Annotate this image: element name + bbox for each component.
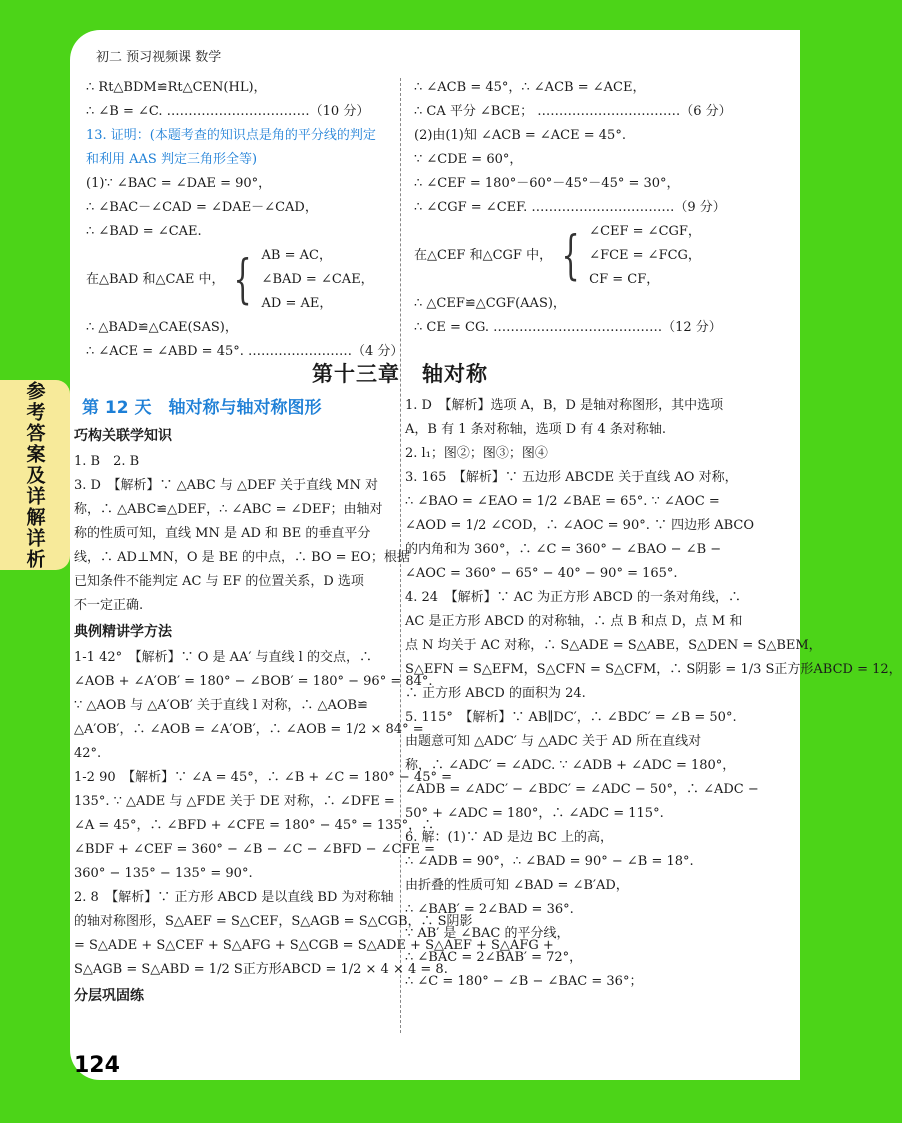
text-line: ∴ ∠C = 180° − ∠B − ∠BAC = 36°； <box>405 974 643 989</box>
text-line: 不一定正确. <box>74 598 144 613</box>
text-line: 线，∴ AD⊥MN，O 是 BE 的中点，∴ BO = EO；根据 <box>74 550 410 565</box>
text-line: ∠AOB + ∠A′OB′ = 180° − ∠BOB′ = 180° − 96° = 84°. <box>74 674 433 689</box>
text-line: 的内角和为 360°，∴ ∠C = 360° − ∠BAO − ∠B − <box>405 542 722 557</box>
side-tab-label: 参考答案及详解详析 <box>23 380 46 570</box>
text-line: 1-1 42° 【解析】∵ O 是 AA′ 与直线 l 的交点，∴ <box>74 650 372 665</box>
condition: AB = AC， <box>261 248 332 263</box>
text-line: ∴ △CEF≌△CGF(AAS)， <box>414 296 566 311</box>
side-tab <box>0 380 70 570</box>
text-line: 6. 解：(1)∵ AD 是边 BC 上的高， <box>405 830 614 845</box>
text-line: 3. D 【解析】∵ △ABC 与 △DEF 关于直线 MN 对 <box>74 478 378 493</box>
text-line: ∴ ∠B = ∠C. ……………………………（10 分） <box>86 104 370 119</box>
text-line: 360° − 135° − 135° = 90°. <box>74 866 253 881</box>
day-title: 第 12 天 轴对称与轴对称图形 <box>82 398 322 418</box>
text-line: 2. 8 【解析】∵ 正方形 ABCD 是以直线 BD 为对称轴 <box>74 890 394 905</box>
right-top-column <box>414 76 732 340</box>
text-line: ∴ ∠ADB = 90°，∴ ∠BAD = 90° − ∠B = 18°. <box>405 854 694 869</box>
section-heading: 典例精讲学方法 <box>74 624 172 640</box>
text-line: 称，∴ ∠ADC′ = ∠ADC. ∵ ∠ADB + ∠ADC = 180°， <box>405 758 736 773</box>
text-line: S△EFN = S△EFM，S△CFN = S△CFM，∴ S阴影 = 1/3 S正方形ABCD = 12， <box>405 662 902 677</box>
condition: AD = AE， <box>261 296 333 311</box>
text-line: ∴ ∠ACB = 45°，∴ ∠ACB = ∠ACE， <box>414 80 646 95</box>
text-line: 2. l₁；图②；图③；图④ <box>405 446 548 461</box>
text-line: 5. 115° 【解析】∵ AB∥DC′，∴ ∠BDC′ = ∠B = 50°. <box>405 710 737 725</box>
text-line: ∠AOD = 1/2 ∠COD，∴ ∠AOC = 90°. ∵ 四边形 ABCO <box>405 518 755 533</box>
system-of-conditions <box>86 244 392 316</box>
text-line: ∴ 正方形 ABCD 的面积为 24. <box>405 686 586 701</box>
text-line: ∵ △AOB 与 △A′OB′ 关于直线 l 对称，∴ △AOB≌ <box>74 698 368 713</box>
text-line: 42°. <box>74 746 102 761</box>
right-bottom-column <box>405 394 902 994</box>
text-line: ∠BDF + ∠CEF = 360° − ∠B − ∠C − ∠BFD − ∠CFE = <box>74 842 436 857</box>
page-number: 124 <box>74 1053 120 1078</box>
text-line: 在△CEF 和△CGF 中， <box>414 248 553 263</box>
text-line: 已知条件不能判定 AC 与 EF 的位置关系，D 选项 <box>74 574 364 589</box>
text-line: 3. 165 【解析】∵ 五边形 ABCDE 关于直线 AO 对称， <box>405 470 738 485</box>
condition: CF = CF， <box>589 272 660 287</box>
text-line: ∴ Rt△BDM≌Rt△CEN(HL)， <box>86 80 267 95</box>
text-line: ∴ ∠CGF = ∠CEF. ……………………………（9 分） <box>414 200 726 215</box>
text-line: △A′OB′，∴ ∠AOB = ∠A′OB′，∴ ∠AOB = 1/2 × 84° = <box>74 722 424 737</box>
left-top-column <box>86 76 404 364</box>
text-line: 点 N 均关于 AC 对称，∴ S△ADE = S△ABE，S△DEN = S△BEM， <box>405 638 822 653</box>
text-line: ∴ ∠BAD = ∠CAE. <box>86 224 202 239</box>
brace-symbol: { <box>561 226 580 286</box>
text-line: ∠AOC = 360° − 65° − 40° − 90° = 165°. <box>405 566 678 581</box>
text-line: ∵ AB′ 是 ∠BAC 的平分线， <box>405 926 570 941</box>
text-line: ∴ ∠ACE = ∠ABD = 45°. ……………………（4 分） <box>86 344 404 359</box>
text-line: 1-2 90 【解析】∵ ∠A = 45°，∴ ∠B + ∠C = 180° − 45° = <box>74 770 452 785</box>
text-line: S△AGB = S△ABD = 1/2 S正方形ABCD = 1/2 × 4 × 4 = 8. <box>74 962 448 977</box>
condition: ∠FCE = ∠FCG， <box>589 248 701 263</box>
text-line: ∴ △BAD≌△CAE(SAS)， <box>86 320 238 335</box>
text-line: ∠A = 45°，∴ ∠BFD + ∠CFE = 180° − 45° = 135°，∴ <box>74 818 435 833</box>
text-line: 1. B 2. B <box>74 454 140 469</box>
text-line: 由折叠的性质可知 ∠BAD = ∠B′AD， <box>405 878 629 893</box>
text-line: 和利用 AAS 判定三角形全等) <box>86 152 258 167</box>
text-line: 135°. ∵ △ADE 与 △FDE 关于 DE 对称，∴ ∠DFE = <box>74 794 395 809</box>
text-line: AC 是正方形 ABCD 的对称轴，∴ 点 B 和点 D，点 M 和 <box>405 614 743 629</box>
condition: ∠CEF = ∠CGF， <box>589 224 701 239</box>
text-line: 由题意可知 △ADC′ 与 △ADC 关于 AD 所在直线对 <box>405 734 702 749</box>
brace-symbol: { <box>233 250 253 310</box>
text-line: ∴ CE = CG. …………………………………（12 分） <box>414 320 722 335</box>
chapter-title: 第十三章 轴对称 <box>312 362 488 386</box>
text-line: ∴ ∠BAC = 2∠BAB′ = 72°， <box>405 950 583 965</box>
text-line: 的轴对称图形，S△AEF = S△CEF，S△AGB = S△CGB，∴ S阴影 <box>74 914 473 929</box>
text-line: 称，∴ △ABC≌△DEF，∴ ∠ABC = ∠DEF；由轴对 <box>74 502 383 517</box>
text-line: 13. 证明：(本题考查的知识点是角的平分线的判定 <box>86 128 376 143</box>
text-line: = S△ADE + S△CEF + S△AFG + S△CGB = S△ADE + S△AEF + S△AFG + <box>74 938 554 953</box>
section-heading: 分层巩固练 <box>74 988 144 1004</box>
running-header: 初二 预习视频课 数学 <box>96 50 222 65</box>
text-line: ∴ ∠CEF = 180°－60°－45°－45° = 30°， <box>414 176 680 191</box>
text-line: (1)∵ ∠BAC = ∠DAE = 90°， <box>86 176 272 191</box>
text-line: ∠ADB = ∠ADC′ − ∠BDC′ = ∠ADC − 50°，∴ ∠ADC − <box>405 782 759 797</box>
text-line: ∴ ∠BAB′ = 2∠BAD = 36°. <box>405 902 574 917</box>
text-line: 50° + ∠ADC = 180°，∴ ∠ADC = 115°. <box>405 806 664 821</box>
system-of-conditions <box>414 220 714 292</box>
text-line: ∴ ∠BAO = ∠EAO = 1/2 ∠BAE = 65°. ∵ ∠AOC = <box>405 494 720 509</box>
text-line: 称的性质可知，直线 MN 是 AD 和 BE 的垂直平分 <box>74 526 371 541</box>
text-line: (2)由(1)知 ∠ACB = ∠ACE = 45°. <box>414 128 626 143</box>
text-line: 1. D 【解析】选项 A，B，D 是轴对称图形，其中选项 <box>405 398 724 413</box>
text-line: 4. 24 【解析】∵ AC 为正方形 ABCD 的一条对角线，∴ <box>405 590 741 605</box>
section-heading: 巧构关联学知识 <box>74 428 172 444</box>
text-line: ∴ ∠BAC－∠CAD = ∠DAE－∠CAD， <box>86 200 318 215</box>
text-line: 在△BAD 和△CAE 中， <box>86 272 225 287</box>
condition: ∠BAD = ∠CAE， <box>261 272 374 287</box>
text-line: A，B 有 1 条对称轴，选项 D 有 4 条对称轴. <box>405 422 666 437</box>
text-line: ∵ ∠CDE = 60°， <box>414 152 523 167</box>
text-line: ∴ CA 平分 ∠BCE； ……………………………（6 分） <box>414 104 732 119</box>
